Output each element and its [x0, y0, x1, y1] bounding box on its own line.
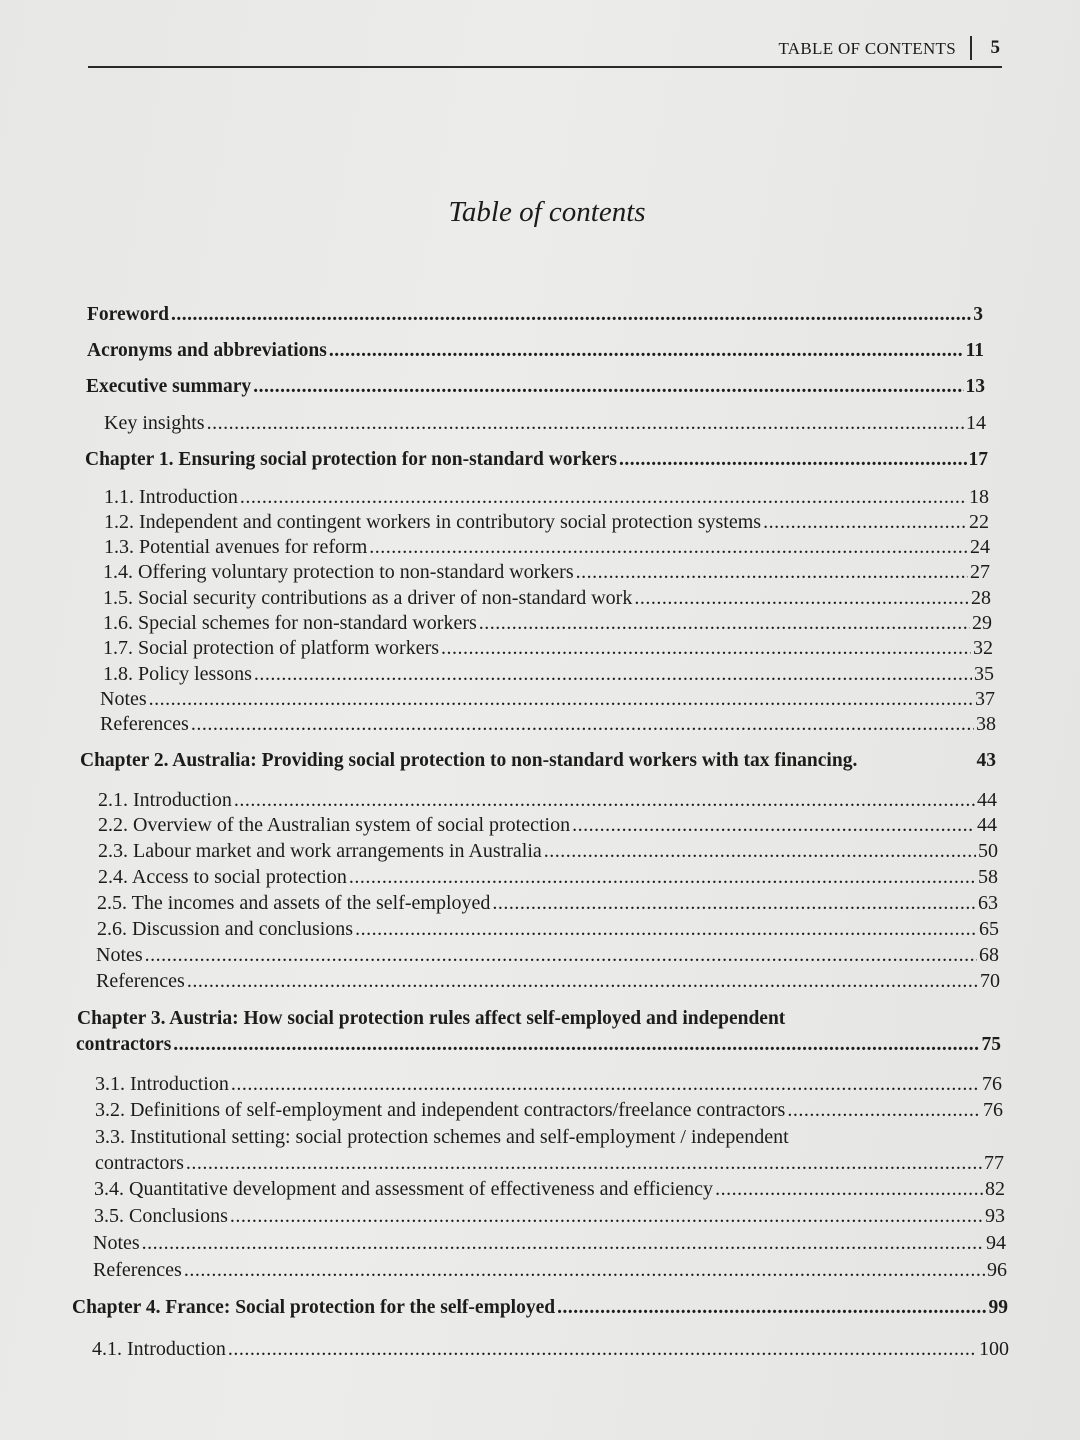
toc-entry-chapter-4[interactable] — [72, 1297, 1008, 1321]
dot-leader — [763, 511, 967, 534]
toc-entry-label: 1.8. Policy lessons — [103, 663, 252, 685]
dot-leader — [355, 918, 977, 941]
toc-entry-label: 3.5. Conclusions — [94, 1205, 228, 1227]
dot-leader — [619, 449, 967, 471]
toc-entry-page: 38 — [976, 713, 996, 735]
dot-leader — [171, 304, 971, 326]
toc-entry-2-references[interactable] — [96, 970, 1000, 994]
running-header-title: TABLE OF CONTENTS — [778, 39, 956, 58]
toc-entry-page: 35 — [974, 663, 994, 685]
toc-entry-page: 18 — [969, 486, 989, 508]
toc-entry-label: 2.1. Introduction — [98, 789, 232, 811]
dot-leader — [186, 1152, 982, 1175]
dot-leader — [228, 1338, 977, 1361]
toc-entry-3-1[interactable] — [95, 1073, 1002, 1097]
toc-entry-page: 77 — [984, 1152, 1004, 1174]
toc-entry-2-1[interactable] — [98, 789, 997, 813]
toc-entry-page: 70 — [980, 970, 1000, 992]
toc-entry-label: 2.5. The incomes and assets of the self-employed — [97, 892, 491, 914]
toc-entry-1-2[interactable] — [104, 511, 989, 535]
dot-leader — [253, 376, 963, 398]
toc-entry-3-4[interactable] — [94, 1178, 1005, 1202]
toc-entry-page: 11 — [965, 340, 984, 361]
dot-leader — [441, 637, 971, 660]
toc-entry-1-references[interactable] — [100, 713, 996, 737]
toc-entry-page: 68 — [979, 944, 999, 966]
toc-entry-chapter-3[interactable] — [76, 1034, 1001, 1058]
toc-entry-chapter-1[interactable] — [85, 449, 988, 473]
toc-entry-label: Notes — [96, 944, 143, 966]
toc-entry-page: 58 — [978, 866, 998, 888]
dot-leader — [142, 1232, 984, 1255]
dot-leader — [240, 486, 967, 509]
toc-entry-page: 65 — [979, 918, 999, 940]
toc-entry-page: 22 — [969, 511, 989, 533]
toc-entry-label: 1.5. Social security contributions as a driver of non-standard work — [103, 587, 633, 609]
dot-leader — [715, 1178, 983, 1201]
dot-leader — [254, 663, 972, 686]
toc-entry-label: References — [100, 713, 189, 735]
dot-leader — [479, 612, 970, 635]
toc-entry-label: 1.2. Independent and contingent workers in contributory social protection systems — [104, 511, 762, 533]
toc-entry-label: Foreword — [87, 304, 169, 325]
toc-entry-1-1[interactable] — [104, 486, 989, 510]
toc-entry-3-references[interactable] — [93, 1259, 1007, 1283]
toc-entry-label: 2.3. Labour market and work arrangements in Australia — [98, 840, 542, 862]
toc-entry-page: 43 — [976, 750, 996, 771]
toc-entry-label: Chapter 2. Australia: Providing social protection to non-standard workers with tax financing. — [80, 750, 858, 771]
header-separator — [970, 36, 972, 60]
toc-entry-page: 29 — [972, 612, 992, 634]
toc-entry-label: Key insights — [104, 412, 205, 434]
toc-entry-executive-summary[interactable] — [86, 376, 985, 400]
toc-entry-1-3[interactable] — [104, 536, 990, 560]
toc-entry-page: 94 — [986, 1232, 1006, 1254]
toc-entry-2-2[interactable] — [98, 814, 997, 838]
dot-leader — [787, 1099, 981, 1122]
toc-title: Table of contents — [448, 196, 646, 228]
toc-entry-page: 32 — [973, 637, 993, 659]
dot-leader — [492, 892, 976, 915]
toc-entry-page: 27 — [970, 561, 990, 583]
toc-entry-1-notes[interactable] — [100, 688, 995, 712]
toc-entry-label: contractors — [95, 1152, 184, 1174]
dot-leader — [349, 866, 976, 889]
dot-leader — [207, 412, 964, 435]
toc-entry-label: 1.1. Introduction — [104, 486, 238, 508]
running-header — [88, 36, 1002, 68]
dot-leader — [634, 587, 969, 610]
toc-entry-acronyms[interactable] — [87, 340, 984, 364]
toc-entry-label: 3.2. Definitions of self-employment and independent contractors/freelance contractors — [95, 1099, 786, 1121]
toc-entry-page: 3 — [973, 304, 983, 325]
toc-entry-3-3-line1[interactable]: 3.3. Institutional setting: social protection schemes and self-employment / independent — [95, 1126, 789, 1148]
toc-entry-page: 99 — [988, 1297, 1008, 1318]
toc-entry-page: 13 — [965, 376, 985, 397]
toc-entry-label: 2.2. Overview of the Australian system of social protection — [98, 814, 571, 836]
toc-entry-label: Acronyms and abbreviations — [87, 340, 327, 361]
toc-entry-page: 44 — [977, 814, 997, 836]
toc-entry-page: 76 — [982, 1073, 1002, 1095]
toc-entry-1-8[interactable] — [103, 663, 994, 687]
toc-entry-label: Executive summary — [86, 376, 252, 397]
toc-entry-2-6[interactable] — [97, 918, 999, 942]
toc-entry-page: 63 — [978, 892, 998, 914]
dot-leader — [544, 840, 976, 863]
dot-leader — [173, 1034, 979, 1056]
toc-entry-label: 1.4. Offering voluntary protection to non-standard workers — [103, 561, 574, 583]
toc-entry-label: References — [93, 1259, 182, 1281]
dot-leader — [187, 970, 978, 993]
toc-entry-chapter-3-line1[interactable]: Chapter 3. Austria: How social protection rules affect self-employed and independent — [77, 1008, 786, 1029]
toc-entry-3-2[interactable] — [95, 1099, 1003, 1123]
toc-entry-page: 75 — [981, 1034, 1001, 1055]
dot-leader — [230, 1205, 983, 1228]
dot-leader — [369, 536, 968, 559]
toc-entry-page: 76 — [983, 1099, 1003, 1121]
toc-entry-page: 37 — [975, 688, 995, 710]
dot-leader — [191, 713, 974, 736]
toc-entry-page: 50 — [978, 840, 998, 862]
toc-entry-label: 2.4. Access to social protection — [98, 866, 347, 888]
toc-entry-label: 1.3. Potential avenues for reform — [104, 536, 368, 558]
toc-entry-page: 17 — [968, 449, 988, 470]
toc-entry-label: Chapter 1. Ensuring social protection for non-standard workers — [85, 449, 617, 470]
toc-entry-2-4[interactable] — [98, 866, 998, 890]
toc-entry-chapter-2[interactable] — [80, 750, 996, 774]
toc-entry-page: 96 — [987, 1259, 1007, 1281]
toc-entry-label: References — [96, 970, 185, 992]
dot-leader — [149, 688, 973, 711]
dot-leader — [184, 1259, 985, 1282]
toc-entry-page: 44 — [977, 789, 997, 811]
toc-entry-2-notes[interactable] — [96, 944, 999, 968]
toc-entry-1-7[interactable] — [103, 637, 993, 661]
toc-entry-1-4[interactable] — [103, 561, 990, 585]
toc-entry-page: 28 — [971, 587, 991, 609]
toc-entry-page: 24 — [970, 536, 990, 558]
dot-leader — [576, 561, 968, 584]
dot-leader — [231, 1073, 980, 1096]
toc-entry-1-6[interactable] — [103, 612, 992, 636]
toc-entry-foreword[interactable] — [87, 304, 983, 328]
toc-entry-label: 3.4. Quantitative development and assessment of effectiveness and efficiency — [94, 1178, 714, 1200]
toc-entry-3-notes[interactable] — [93, 1232, 1006, 1256]
toc-entry-page: 93 — [985, 1205, 1005, 1227]
toc-entry-page: 100 — [979, 1338, 1009, 1360]
dot-leader — [234, 789, 975, 812]
toc-entry-label: 4.1. Introduction — [92, 1338, 226, 1360]
toc-entry-3-5[interactable] — [94, 1205, 1005, 1229]
toc-entry-label: Chapter 4. France: Social protection for the self-employed — [72, 1297, 556, 1318]
toc-entry-label: 1.6. Special schemes for non-standard workers — [103, 612, 477, 634]
toc-entry-2-3[interactable] — [98, 840, 998, 864]
page-number: 5 — [990, 37, 1000, 58]
toc-entry-page: 14 — [966, 412, 986, 434]
dot-leader — [557, 1297, 986, 1319]
toc-entry-3-3[interactable] — [95, 1152, 1004, 1176]
toc-entry-label: contractors — [76, 1034, 172, 1055]
toc-entry-4-1[interactable] — [92, 1338, 1009, 1362]
toc-entry-key-insights[interactable] — [104, 412, 986, 436]
toc-entry-page: 82 — [985, 1178, 1005, 1200]
dot-leader — [572, 814, 975, 837]
toc-entry-label: 3.1. Introduction — [95, 1073, 229, 1095]
toc-entry-label: Notes — [93, 1232, 140, 1254]
toc-entry-label: 2.6. Discussion and conclusions — [97, 918, 354, 940]
toc-entry-2-5[interactable] — [97, 892, 998, 916]
toc-entry-label: Notes — [100, 688, 147, 710]
toc-entry-label: 1.7. Social protection of platform workers — [103, 637, 440, 659]
dot-leader — [145, 944, 977, 967]
toc-entry-1-5[interactable] — [103, 587, 991, 611]
dot-leader — [329, 340, 964, 362]
